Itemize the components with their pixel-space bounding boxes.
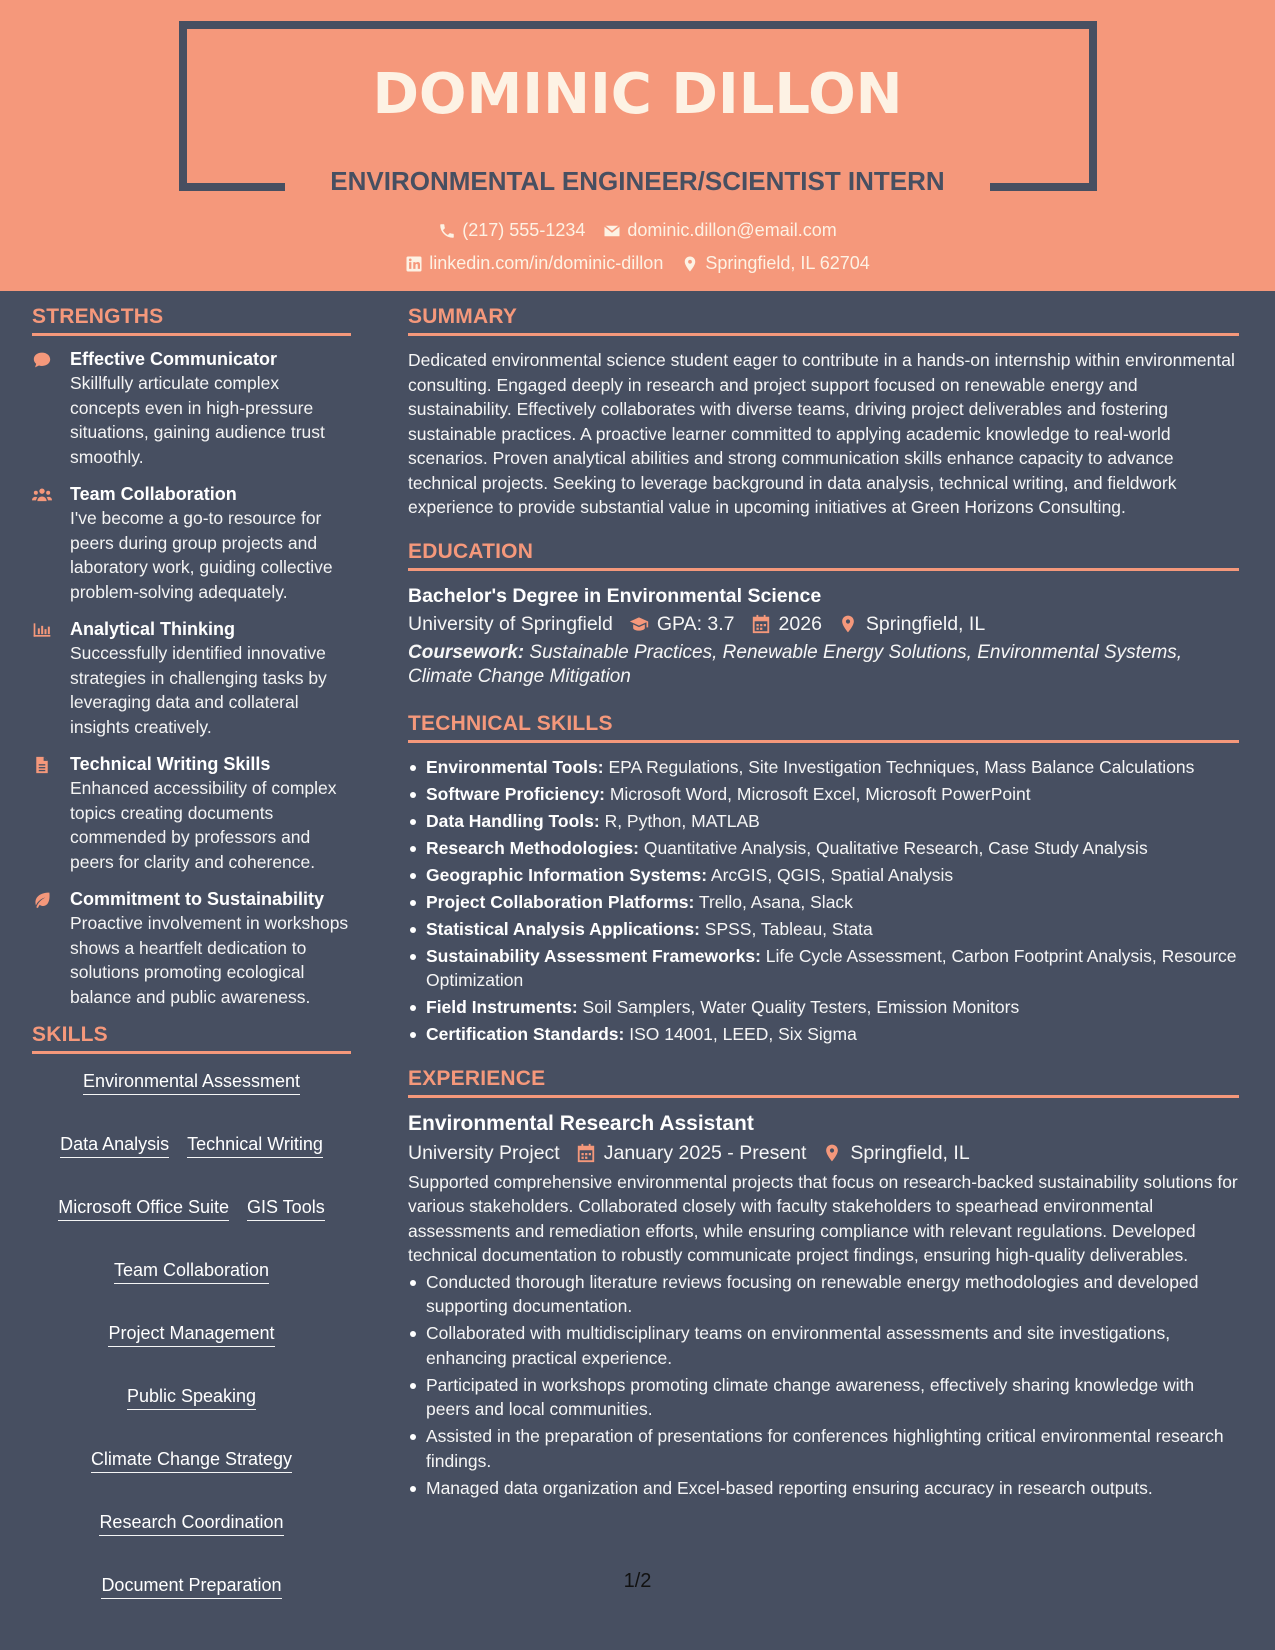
- strength-title: Effective Communicator: [70, 349, 278, 369]
- coursework-label: Coursework:: [408, 641, 525, 663]
- leaf-icon: [32, 891, 52, 909]
- strength-desc: Enhanced accessibility of complex topics creating documents commended by professors and peers for clarity and coherence.: [70, 778, 337, 872]
- list-item: Field Instruments: Soil Samplers, Water Quality Testers, Emission Monitors: [408, 995, 1239, 1020]
- page-number: 1/2: [623, 1570, 652, 1592]
- strength-desc: I've become a go-to resource for peers during group projects and laboratory work, guiding collective problem-solving adequately.: [70, 508, 333, 602]
- graduation-cap-icon: [629, 614, 649, 634]
- map-pin-icon: [822, 1143, 842, 1163]
- strength-title: Analytical Thinking: [70, 619, 236, 639]
- graduation-year: 2026: [778, 612, 822, 635]
- experience-title: Environmental Research Assistant: [408, 1111, 754, 1135]
- list-item: Geographic Information Systems: ArcGIS, QGIS, Spatial Analysis: [408, 863, 1239, 888]
- list-item: Participated in workshops promoting climate change awareness, effectively sharing knowledge with peers and local communities.: [408, 1373, 1239, 1422]
- phone-icon: [438, 222, 456, 240]
- strength-item: [32, 618, 351, 739]
- calendar-icon: [576, 1143, 596, 1163]
- experience-bullets: [408, 1270, 1239, 1501]
- technical-skills-heading: TECHNICAL SKILLS: [408, 712, 1239, 743]
- degree-title: Bachelor's Degree in Environmental Science: [408, 584, 822, 607]
- education-meta: [408, 609, 1239, 639]
- map-pin-icon: [681, 255, 699, 273]
- bar-chart-icon: [32, 621, 52, 639]
- location-text: Springfield, IL 62704: [705, 253, 870, 273]
- list-item: Software Proficiency: Microsoft Word, Microsoft Excel, Microsoft PowerPoint: [408, 782, 1239, 807]
- strength-title: Technical Writing Skills: [70, 754, 271, 774]
- contact-row-2: [0, 253, 1275, 274]
- right-column: [408, 305, 1239, 1520]
- list-item: Research Methodologies: Quantitative Analysis, Qualitative Research, Case Study Analysis: [408, 836, 1239, 861]
- strength-title: Team Collaboration: [70, 484, 237, 504]
- education-heading: EDUCATION: [408, 540, 1239, 571]
- skill-tag: Public Speaking: [127, 1385, 256, 1410]
- strength-item: [32, 348, 351, 469]
- skill-tag: GIS Tools: [247, 1196, 325, 1221]
- summary-text: Dedicated environmental science student eager to contribute in a hands-on internship within environmental consulting. Engaged deeply in research and project support focused on renewable energy and sustainability. Effectively collaborates with diverse teams, driving project deliverables and fostering sustainable practices. A proactive learner committed to applying academic knowledge to real-world scenarios. Proven analytical abilities and strong communication skills enhance capacity to advance technical projects. Seeking to leverage background in data analysis, technical writing, and fieldwork experience to provide substantial value in upcoming initiatives at Green Horizons Consulting.: [408, 350, 1235, 517]
- skill-tag: Environmental Assessment: [83, 1070, 300, 1095]
- experience-description: Supported comprehensive environmental projects that focus on research-backed sustainability solutions for various stakeholders. Collaborated closely with faculty stakeholders to spearhead environmental assessments and remediation efforts, while ensuring compliance with relevant regulations. Developed technical documentation to robustly communicate project findings, ensuring high-quality deliverables.: [408, 1171, 1238, 1265]
- comment-icon: [32, 351, 52, 369]
- header-banner: [0, 0, 1275, 291]
- job-title: ENVIRONMENTAL ENGINEER/SCIENTIST INTERN: [330, 166, 945, 196]
- skill-tag: Document Preparation: [101, 1574, 281, 1599]
- linkedin-contact[interactable]: [405, 253, 663, 274]
- strength-title: Commitment to Sustainability: [70, 889, 325, 909]
- experience-dates: January 2025 - Present: [603, 1141, 807, 1164]
- skills-section: [32, 1023, 351, 1599]
- left-column: [32, 305, 351, 1599]
- document-icon: [32, 756, 52, 774]
- phone-contact[interactable]: [438, 220, 585, 241]
- skill-tag: Climate Change Strategy: [91, 1448, 292, 1473]
- experience-meta: [408, 1138, 1239, 1168]
- strength-item: [32, 483, 351, 604]
- skill-tag: Project Management: [108, 1322, 274, 1347]
- linkedin-icon: [405, 255, 423, 273]
- technical-skills-list: [408, 755, 1239, 1047]
- location-contact: [681, 253, 869, 274]
- experience-heading: EXPERIENCE: [408, 1067, 1239, 1098]
- envelope-icon: [603, 222, 621, 240]
- email-text: dominic.dillon@email.com: [627, 220, 837, 240]
- skill-tag: Data Analysis: [60, 1133, 169, 1158]
- list-item: Statistical Analysis Applications: SPSS, Tableau, Stata: [408, 917, 1239, 942]
- strength-item: [32, 888, 351, 1009]
- skill-tag: Research Coordination: [99, 1511, 283, 1536]
- strength-desc: Successfully identified innovative strategies in challenging tasks by leveraging data and collateral insights creatively.: [70, 643, 327, 737]
- map-pin-icon: [838, 614, 858, 634]
- skill-tag: Team Collaboration: [114, 1259, 269, 1284]
- summary-heading: SUMMARY: [408, 305, 1239, 336]
- coursework-list: Sustainable Practices, Renewable Energy Solutions, Environmental Systems, Climate Change Mitigation: [408, 641, 1183, 687]
- strength-desc: Skillfully articulate complex concepts even in high-pressure situations, gaining audience trust smoothly.: [70, 373, 325, 467]
- list-item: Managed data organization and Excel-based reporting ensuring accuracy in research outputs.: [408, 1476, 1239, 1501]
- contact-row-1: [0, 220, 1275, 241]
- list-item: Environmental Tools: EPA Regulations, Site Investigation Techniques, Mass Balance Calculations: [408, 755, 1239, 780]
- email-contact[interactable]: [603, 220, 836, 241]
- phone-text: (217) 555-1234: [462, 220, 586, 240]
- coursework: [408, 641, 1239, 690]
- school-name: University of Springfield: [408, 612, 613, 635]
- list-item: Assisted in the preparation of presentations for conferences highlighting critical environmental research findings.: [408, 1424, 1239, 1473]
- strengths-heading: STRENGTHS: [32, 305, 351, 336]
- list-item: Project Collaboration Platforms: Trello, Asana, Slack: [408, 890, 1239, 915]
- skills-heading: SKILLS: [32, 1023, 351, 1054]
- skill-tag: Technical Writing: [187, 1133, 323, 1158]
- strength-item: [32, 753, 351, 874]
- school-location: Springfield, IL: [865, 612, 986, 635]
- list-item: Sustainability Assessment Frameworks: Life Cycle Assessment, Carbon Footprint Analysis, Resource Optimization: [408, 944, 1239, 993]
- linkedin-text: linkedin.com/in/dominic-dillon: [429, 253, 664, 273]
- list-item: Conducted thorough literature reviews focusing on renewable energy methodologies and developed supporting documentation.: [408, 1270, 1239, 1319]
- list-item: Data Handling Tools: R, Python, MATLAB: [408, 809, 1239, 834]
- gpa-text: GPA: 3.7: [656, 612, 735, 635]
- candidate-name: DOMINIC DILLON: [372, 62, 903, 127]
- experience-org: University Project: [408, 1141, 560, 1164]
- list-item: Certification Standards: ISO 14001, LEED, Six Sigma: [408, 1022, 1239, 1047]
- strength-desc: Proactive involvement in workshops shows a heartfelt dedication to solutions promoting ecological balance and public awareness.: [70, 913, 349, 1007]
- calendar-icon: [751, 614, 771, 634]
- skills-list: [32, 1066, 351, 1599]
- list-item: Collaborated with multidisciplinary teams on environmental assessments and site investigations, enhancing practical experience.: [408, 1321, 1239, 1370]
- experience-location: Springfield, IL: [850, 1141, 970, 1164]
- skill-tag: Microsoft Office Suite: [58, 1196, 229, 1221]
- users-icon: [32, 486, 52, 504]
